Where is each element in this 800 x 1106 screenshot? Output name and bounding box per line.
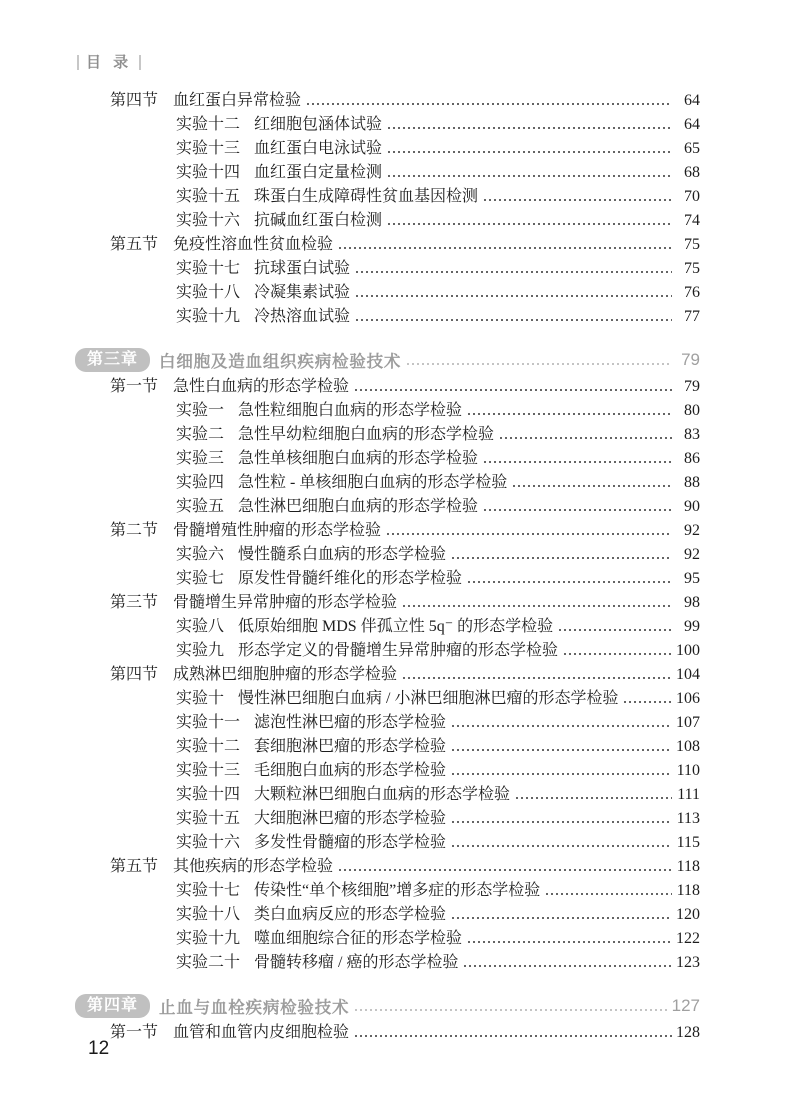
entry-page-number: 111 xyxy=(677,786,700,803)
entry-page-number: 70 xyxy=(684,188,700,205)
toc-row-experiment xyxy=(75,733,700,757)
dot-leader xyxy=(452,725,672,727)
entry-label: 实验三 xyxy=(176,450,225,467)
dot-leader xyxy=(516,797,672,799)
entry-page-number: 86 xyxy=(684,450,700,467)
entry-title: 其他疾病的形态学检验 xyxy=(173,858,334,875)
entry-title: 红细胞包涵体试验 xyxy=(254,116,383,133)
entry-label: 实验五 xyxy=(176,498,225,515)
entry-page-number: 95 xyxy=(684,570,700,587)
toc-list xyxy=(75,87,700,1043)
dot-leader xyxy=(339,247,672,249)
toc-row-chapter xyxy=(75,992,700,1019)
entry-title: 急性白血病的形态学检验 xyxy=(173,378,350,395)
entry-page-number: 107 xyxy=(676,714,700,731)
toc-row-experiment xyxy=(75,303,700,327)
entry-title: 抗球蛋白试验 xyxy=(254,260,351,277)
entry-page-number: 128 xyxy=(676,1024,700,1041)
toc-row-experiment xyxy=(75,685,700,709)
entry-page-number: 88 xyxy=(684,474,700,491)
toc-row-experiment xyxy=(75,757,700,781)
toc-row-experiment xyxy=(75,445,700,469)
dot-leader xyxy=(468,581,672,583)
toc-row-experiment xyxy=(75,949,700,973)
toc-row-experiment xyxy=(75,397,700,421)
dot-leader xyxy=(388,127,672,129)
entry-page-number: 104 xyxy=(676,666,700,683)
dot-leader xyxy=(452,749,672,751)
dot-leader xyxy=(339,869,672,871)
entry-title: 血红蛋白定量检测 xyxy=(254,164,383,181)
entry-label: 实验四 xyxy=(176,474,225,491)
entry-title: 原发性骨髓纤维化的形态学检验 xyxy=(238,570,463,587)
entry-label: 实验七 xyxy=(176,570,225,587)
entry-title: 慢性髓系白血病的形态学检验 xyxy=(238,546,447,563)
dot-leader xyxy=(407,363,672,365)
entry-page-number: 99 xyxy=(684,618,700,635)
toc-row-experiment xyxy=(75,183,700,207)
entry-title: 毛细胞白血病的形态学检验 xyxy=(254,762,447,779)
dot-leader xyxy=(388,175,672,177)
header-right-bar xyxy=(139,55,141,70)
entry-label: 第四节 xyxy=(110,92,159,109)
dot-leader xyxy=(559,629,672,631)
dot-leader xyxy=(356,295,672,297)
entry-title: 套细胞淋巴瘤的形态学检验 xyxy=(254,738,447,755)
entry-page-number: 65 xyxy=(684,140,700,157)
entry-title: 大颗粒淋巴细胞白血病的形态学检验 xyxy=(254,786,511,803)
entry-label: 第四节 xyxy=(110,666,159,683)
entry-page-number: 120 xyxy=(676,906,700,923)
entry-title: 抗碱血红蛋白检测 xyxy=(254,212,383,229)
entry-page-number: 108 xyxy=(676,738,700,755)
entry-title: 骨髓增生异常肿瘤的形态学检验 xyxy=(173,594,398,611)
toc-row-experiment xyxy=(75,207,700,231)
toc-row-chapter xyxy=(75,346,700,373)
toc-row-experiment xyxy=(75,493,700,517)
entry-label: 实验二 xyxy=(176,426,225,443)
dot-leader xyxy=(500,437,672,439)
page-title: 目 录 xyxy=(86,54,133,71)
toc-row-experiment xyxy=(75,901,700,925)
entry-page-number: 92 xyxy=(684,522,700,539)
toc-row-experiment xyxy=(75,781,700,805)
dot-leader xyxy=(452,845,672,847)
page-header xyxy=(77,55,141,70)
entry-label: 第三节 xyxy=(110,594,159,611)
entry-label: 实验十八 xyxy=(176,284,241,301)
dot-leader xyxy=(624,701,672,703)
entry-label: 实验十六 xyxy=(176,834,241,851)
dot-leader xyxy=(356,271,672,273)
entry-title: 滤泡性淋巴瘤的形态学检验 xyxy=(254,714,447,731)
entry-title: 免疫性溶血性贫血检验 xyxy=(173,236,334,253)
dot-leader xyxy=(356,319,672,321)
entry-label: 实验十九 xyxy=(176,308,241,325)
footer-page-number: 12 xyxy=(88,1038,110,1059)
dot-leader xyxy=(355,1009,667,1011)
toc-row-experiment xyxy=(75,565,700,589)
header-left-bar xyxy=(77,55,79,70)
entry-title: 止血与血栓疾病检验技术 xyxy=(159,998,350,1017)
dot-leader xyxy=(388,151,672,153)
dot-leader xyxy=(468,941,672,943)
entry-page-number: 123 xyxy=(676,954,700,971)
dot-leader xyxy=(387,533,672,535)
toc-row-experiment xyxy=(75,829,700,853)
dot-leader xyxy=(484,199,672,201)
entry-label: 实验十一 xyxy=(176,714,241,731)
entry-title: 血管和血管内皮细胞检验 xyxy=(173,1024,350,1041)
entry-page-number: 100 xyxy=(676,642,700,659)
entry-page-number: 76 xyxy=(684,284,700,301)
dot-leader xyxy=(484,509,672,511)
toc-row-section xyxy=(75,231,700,255)
dot-leader xyxy=(452,821,672,823)
entry-title: 低原始细胞 MDS 伴孤立性 5q⁻ 的形态学检验 xyxy=(238,618,554,635)
toc-row-experiment xyxy=(75,877,700,901)
entry-title: 急性粒 - 单核细胞白血病的形态学检验 xyxy=(238,474,508,491)
dot-leader xyxy=(513,485,672,487)
entry-label: 实验十五 xyxy=(176,810,241,827)
entry-title: 大细胞淋巴瘤的形态学检验 xyxy=(254,810,447,827)
toc-row-section xyxy=(75,87,700,111)
entry-page-number: 90 xyxy=(684,498,700,515)
entry-label: 实验十三 xyxy=(176,762,241,779)
entry-label: 实验十二 xyxy=(176,738,241,755)
entry-label: 实验十 xyxy=(176,690,225,707)
entry-label: 实验十二 xyxy=(176,116,241,133)
dot-leader xyxy=(468,413,672,415)
toc-row-experiment xyxy=(75,805,700,829)
entry-label: 实验十四 xyxy=(176,786,241,803)
toc-row-experiment xyxy=(75,255,700,279)
entry-title: 形态学定义的骨髓增生异常肿瘤的形态学检验 xyxy=(238,642,559,659)
entry-label: 实验十七 xyxy=(176,260,241,277)
dot-leader xyxy=(452,773,672,775)
entry-label: 实验九 xyxy=(176,642,225,659)
dot-leader xyxy=(307,103,672,105)
dot-leader xyxy=(355,1035,672,1037)
entry-page-number: 118 xyxy=(676,882,700,899)
entry-title: 急性粒细胞白血病的形态学检验 xyxy=(238,402,463,419)
entry-label: 实验十六 xyxy=(176,212,241,229)
dot-leader xyxy=(484,461,672,463)
entry-label: 实验八 xyxy=(176,618,225,635)
toc-row-experiment xyxy=(75,135,700,159)
dot-leader xyxy=(403,677,672,679)
toc-row-section xyxy=(75,853,700,877)
entry-page-number: 64 xyxy=(684,92,700,109)
dot-leader xyxy=(464,965,672,967)
entry-page-number: 77 xyxy=(684,308,700,325)
entry-label: 第三章 xyxy=(75,348,150,372)
entry-label: 第五节 xyxy=(110,236,159,253)
entry-label: 实验十五 xyxy=(176,188,241,205)
dot-leader xyxy=(355,389,672,391)
toc-row-experiment xyxy=(75,279,700,303)
toc-row-section xyxy=(75,589,700,613)
entry-label: 第二节 xyxy=(110,522,159,539)
dot-leader xyxy=(452,557,672,559)
dot-leader xyxy=(403,605,672,607)
entry-label: 第一节 xyxy=(110,1024,159,1041)
toc-row-experiment xyxy=(75,111,700,135)
entry-title: 骨髓转移瘤 / 癌的形态学检验 xyxy=(254,954,459,971)
entry-title: 珠蛋白生成障碍性贫血基因检测 xyxy=(254,188,479,205)
entry-page-number: 115 xyxy=(676,834,700,851)
toc-row-section xyxy=(75,517,700,541)
entry-label: 实验一 xyxy=(176,402,225,419)
toc-row-experiment xyxy=(75,637,700,661)
entry-title: 急性早幼粒细胞白血病的形态学检验 xyxy=(238,426,495,443)
dot-leader xyxy=(564,653,672,655)
entry-label: 实验十八 xyxy=(176,906,241,923)
toc-row-experiment xyxy=(75,709,700,733)
entry-page-number: 113 xyxy=(676,810,700,827)
entry-page-number: 79 xyxy=(684,378,700,395)
entry-title: 急性单核细胞白血病的形态学检验 xyxy=(238,450,479,467)
entry-label: 第一节 xyxy=(110,378,159,395)
entry-title: 骨髓增殖性肿瘤的形态学检验 xyxy=(173,522,382,539)
entry-title: 传染性“单个核细胞”增多症的形态学检验 xyxy=(254,882,541,899)
entry-page-number: 68 xyxy=(684,164,700,181)
toc-row-experiment xyxy=(75,469,700,493)
entry-label: 第四章 xyxy=(75,994,150,1018)
entry-label: 第五节 xyxy=(110,858,159,875)
entry-title: 血红蛋白电泳试验 xyxy=(254,140,383,157)
entry-page-number: 122 xyxy=(676,930,700,947)
entry-page-number: 106 xyxy=(676,690,700,707)
entry-label: 实验十四 xyxy=(176,164,241,181)
entry-page-number: 74 xyxy=(684,212,700,229)
toc-row-experiment xyxy=(75,613,700,637)
entry-page-number: 83 xyxy=(684,426,700,443)
entry-title: 冷凝集素试验 xyxy=(254,284,351,301)
entry-page-number: 79 xyxy=(681,349,700,369)
entry-title: 白细胞及造血组织疾病检验技术 xyxy=(159,352,402,371)
toc-row-experiment xyxy=(75,541,700,565)
dot-leader xyxy=(388,223,672,225)
entry-page-number: 64 xyxy=(684,116,700,133)
entry-title: 冷热溶血试验 xyxy=(254,308,351,325)
entry-title: 成熟淋巴细胞肿瘤的形态学检验 xyxy=(173,666,398,683)
toc-row-section xyxy=(75,1019,700,1043)
entry-title: 噬血细胞综合征的形态学检验 xyxy=(254,930,463,947)
entry-label: 实验二十 xyxy=(176,954,241,971)
entry-page-number: 75 xyxy=(684,236,700,253)
entry-label: 实验六 xyxy=(176,546,225,563)
toc-row-section xyxy=(75,373,700,397)
entry-label: 实验十七 xyxy=(176,882,241,899)
toc-row-experiment xyxy=(75,925,700,949)
entry-title: 急性淋巴细胞白血病的形态学检验 xyxy=(238,498,479,515)
entry-title: 血红蛋白异常检验 xyxy=(173,92,302,109)
entry-page-number: 92 xyxy=(684,546,700,563)
toc-row-experiment xyxy=(75,421,700,445)
entry-title: 慢性淋巴细胞白血病 / 小淋巴细胞淋巴瘤的形态学检验 xyxy=(238,690,619,707)
entry-label: 实验十三 xyxy=(176,140,241,157)
entry-page-number: 118 xyxy=(676,858,700,875)
entry-page-number: 80 xyxy=(684,402,700,419)
dot-leader xyxy=(546,893,672,895)
toc-row-experiment xyxy=(75,159,700,183)
entry-page-number: 98 xyxy=(684,594,700,611)
entry-label: 实验十九 xyxy=(176,930,241,947)
entry-title: 类白血病反应的形态学检验 xyxy=(254,906,447,923)
entry-page-number: 110 xyxy=(676,762,700,779)
toc-row-section xyxy=(75,661,700,685)
entry-title: 多发性骨髓瘤的形态学检验 xyxy=(254,834,447,851)
entry-page-number: 75 xyxy=(684,260,700,277)
dot-leader xyxy=(452,917,672,919)
entry-page-number: 127 xyxy=(671,995,700,1015)
